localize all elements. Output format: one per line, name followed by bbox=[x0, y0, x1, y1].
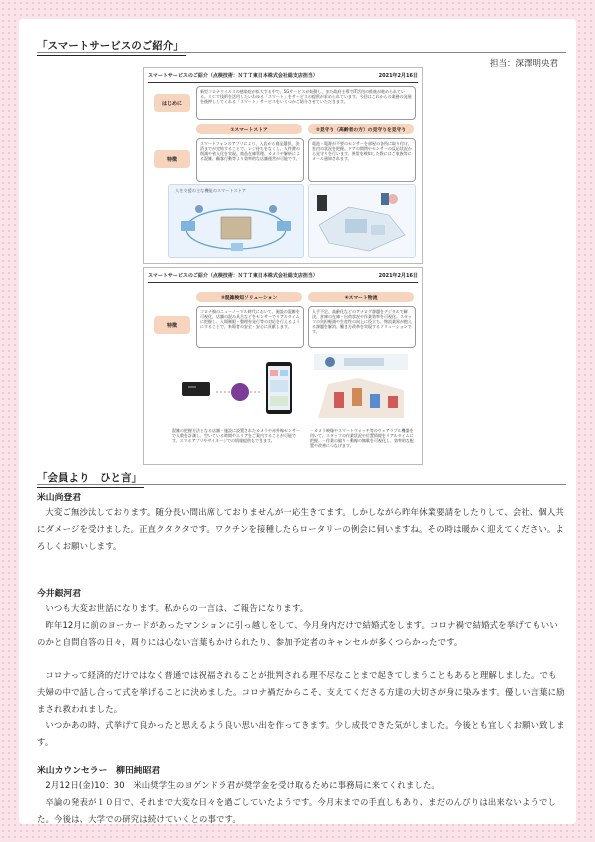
member-message: 昨年12月に前のヨーカードがあったマンションに引っ越しをして、今月身内だけで結婚式をします。コロナ禍で結婚式を挙げてもいいのかと自問自答の日々，周りには心ない言葉もかけられたり、参加予定者のキャンセルが多くつらかったです。 bbox=[37, 620, 558, 647]
member-message: いつも大変お世話になります。私からの一言は、ご報告になります。 bbox=[45, 603, 309, 613]
smart-store-diagram bbox=[168, 184, 304, 258]
slide-header bbox=[148, 272, 418, 283]
watching-diagram bbox=[308, 184, 416, 258]
pill-smart-store: ①スマートストア bbox=[196, 124, 302, 134]
member-name: 米山尚登君 bbox=[37, 493, 81, 503]
slide-smart-service-1 bbox=[143, 67, 423, 264]
slide-header bbox=[148, 72, 418, 83]
member-message: 2月12日(金)10：30 米山奨学生のヨゲンドラ君が奨学金を受け取るために事務局に来てくれました。 bbox=[45, 780, 440, 790]
feature-box-2 bbox=[308, 306, 416, 348]
watching-graphic bbox=[309, 185, 415, 257]
member-message: 卒論の発表が１０日で、それまで大変な日々を過ごしていたようです。今月末までの手直しもあり、まだのんびりは出来ないようでした。今後は、大学での研究は続けていくとの事です。 bbox=[37, 797, 557, 824]
byline: 担当：深澤明央君 bbox=[489, 59, 558, 69]
diagram-caption: 人を支援の主な機能のスマートストア bbox=[175, 188, 246, 193]
pill-logistics: ④スマート物流 bbox=[308, 292, 414, 302]
feature-text-1: コロナ禍のニューノーマル時代において、施設の混雑を可視化。店舗の混み具合などをセンサーでリアルタイムに把握し、入場制限・整理券発行等の対応を行えるようにすることで、来場者の安全・安心に貢献します。 bbox=[200, 309, 300, 329]
intro-text: 新型コロナウイルスの感染症が拡大する中で、5Gサービスが始動し、また政府主導でIT活用の推進が進められている。ＩＣＴ技術を活用したいわゆる「スマート」をサービスの提供が求められています。今回はこれからの業務の発展を後押ししてくれる「スマート」サービスをいくつかご紹介させていただきます。 bbox=[200, 89, 412, 104]
section-title-smart-service: 「スマートサービスのご紹介」 bbox=[37, 38, 186, 56]
feature-label: 特徴 bbox=[154, 150, 190, 168]
feature-box-2 bbox=[308, 138, 416, 182]
feature-text-2: 人手不足、高齢化などのアナログ課題をデジタルで解決。倉庫の在庫・出荷状況や作業効率を可視化。スタッフの負担軽減や生産性の向上に役立ち、物流業界が抱える課題を解消。働き方改革を実現するソリューションです。 bbox=[312, 309, 412, 334]
section-divider bbox=[37, 484, 566, 485]
section-title-members: 「会員より ひと言」 bbox=[37, 470, 144, 488]
slide-date: 2021年2月16日 bbox=[378, 73, 418, 79]
page-sheet bbox=[19, 19, 576, 824]
feature-box-1 bbox=[196, 306, 304, 348]
slide-date: 2021年2月16日 bbox=[378, 273, 418, 279]
bottom-text-1: 混雑の把握方法となる店舗・施設に設置されたカメラや赤外線センサーで人数を計測し、空いている時間やエリアをご案内することが可能です。スマホアプリやサイネージでの情報提供もできます。 bbox=[172, 428, 300, 443]
section-divider bbox=[37, 52, 566, 53]
intro-label: はじめに bbox=[154, 94, 190, 112]
member-name: 今井銀河君 bbox=[37, 589, 81, 599]
member-message: いつかあの時、式挙げて良かったと思えるよう良い思い出を作ってきます。少し成長できた気がしました。今後とも宜しくお願い致します。 bbox=[37, 720, 565, 747]
pill-congestion: ③混雑検知ソリューション bbox=[196, 292, 302, 302]
pill-watching: ②見守り（高齢者の方）の見守りを見守り bbox=[308, 124, 414, 134]
bottom-text-2: ・カメラ映像やスマートウォッチ等のウェアラブル機器を用いて、スタッフの作業状況や位置情報をリアルタイムに把握。・作業の偏り・動線の無駄を可視化し、効率的な配置や改善につなげます。 bbox=[310, 428, 414, 448]
slide-title: スマートサービスのご紹介（点検技術：ＮＴＴ東日本株式会社総支店担当） bbox=[148, 273, 318, 279]
store-flow-graphic bbox=[169, 185, 303, 257]
feature-box-1 bbox=[196, 138, 304, 182]
sensor-phone-graphic bbox=[168, 352, 302, 422]
member-message: コロナって経済的だけではなく普通では祝福されることが批判される理不尽なことまで起きてしまうこともあると理解しました。でも夫婦の中で話し合って式を挙げることに決めました。コロナ禍だからこそ、支えてくださる方達の大切さが身に染みます。優しい言葉に励まされ救われました。 bbox=[37, 670, 565, 714]
slide-title: スマートサービスのご紹介（点検技術：ＮＴＴ東日本株式会社総支店担当） bbox=[148, 73, 318, 79]
intro-box bbox=[196, 86, 416, 120]
feature-text-1: スマートフォンのアプリにより、入店から商品選択、決済までが完結することで、レジ待ちをなくし、人件費の削減や省人化を実現。商品在庫管理、カメラや解析による混雑、顧客行動等より効率的な店舗運営が可能です。 bbox=[200, 141, 300, 161]
slide-smart-service-2 bbox=[143, 267, 423, 465]
feature-text-2: 電池・電源が不要のセンサーを部屋の各所に取り付け、室内の状況を把握。ドアの開閉やセンサーの反応状況から見守りを行います。異常を検知した際にはご家族等にメール通知されます。 bbox=[312, 141, 412, 161]
member-name: 米山カウンセラー 柳田純昭君 bbox=[37, 766, 161, 776]
logistics-graphic bbox=[308, 348, 414, 426]
feature-label: 特徴 bbox=[154, 316, 190, 334]
member-message: 大変ご無沙汰しております。随分長い間出席しておりませんが一応生きてます。しかしながら昨年休業要請をしたりして、会社、個人共にダメージを受けました。正直クタクタです。ワクチンを接種したらロータリーの例会に伺いますね。その時は暖かく迎えてください。よろしくお願いします。 bbox=[37, 507, 564, 551]
congestion-graphic bbox=[168, 352, 302, 422]
warehouse-graphic bbox=[308, 348, 414, 426]
